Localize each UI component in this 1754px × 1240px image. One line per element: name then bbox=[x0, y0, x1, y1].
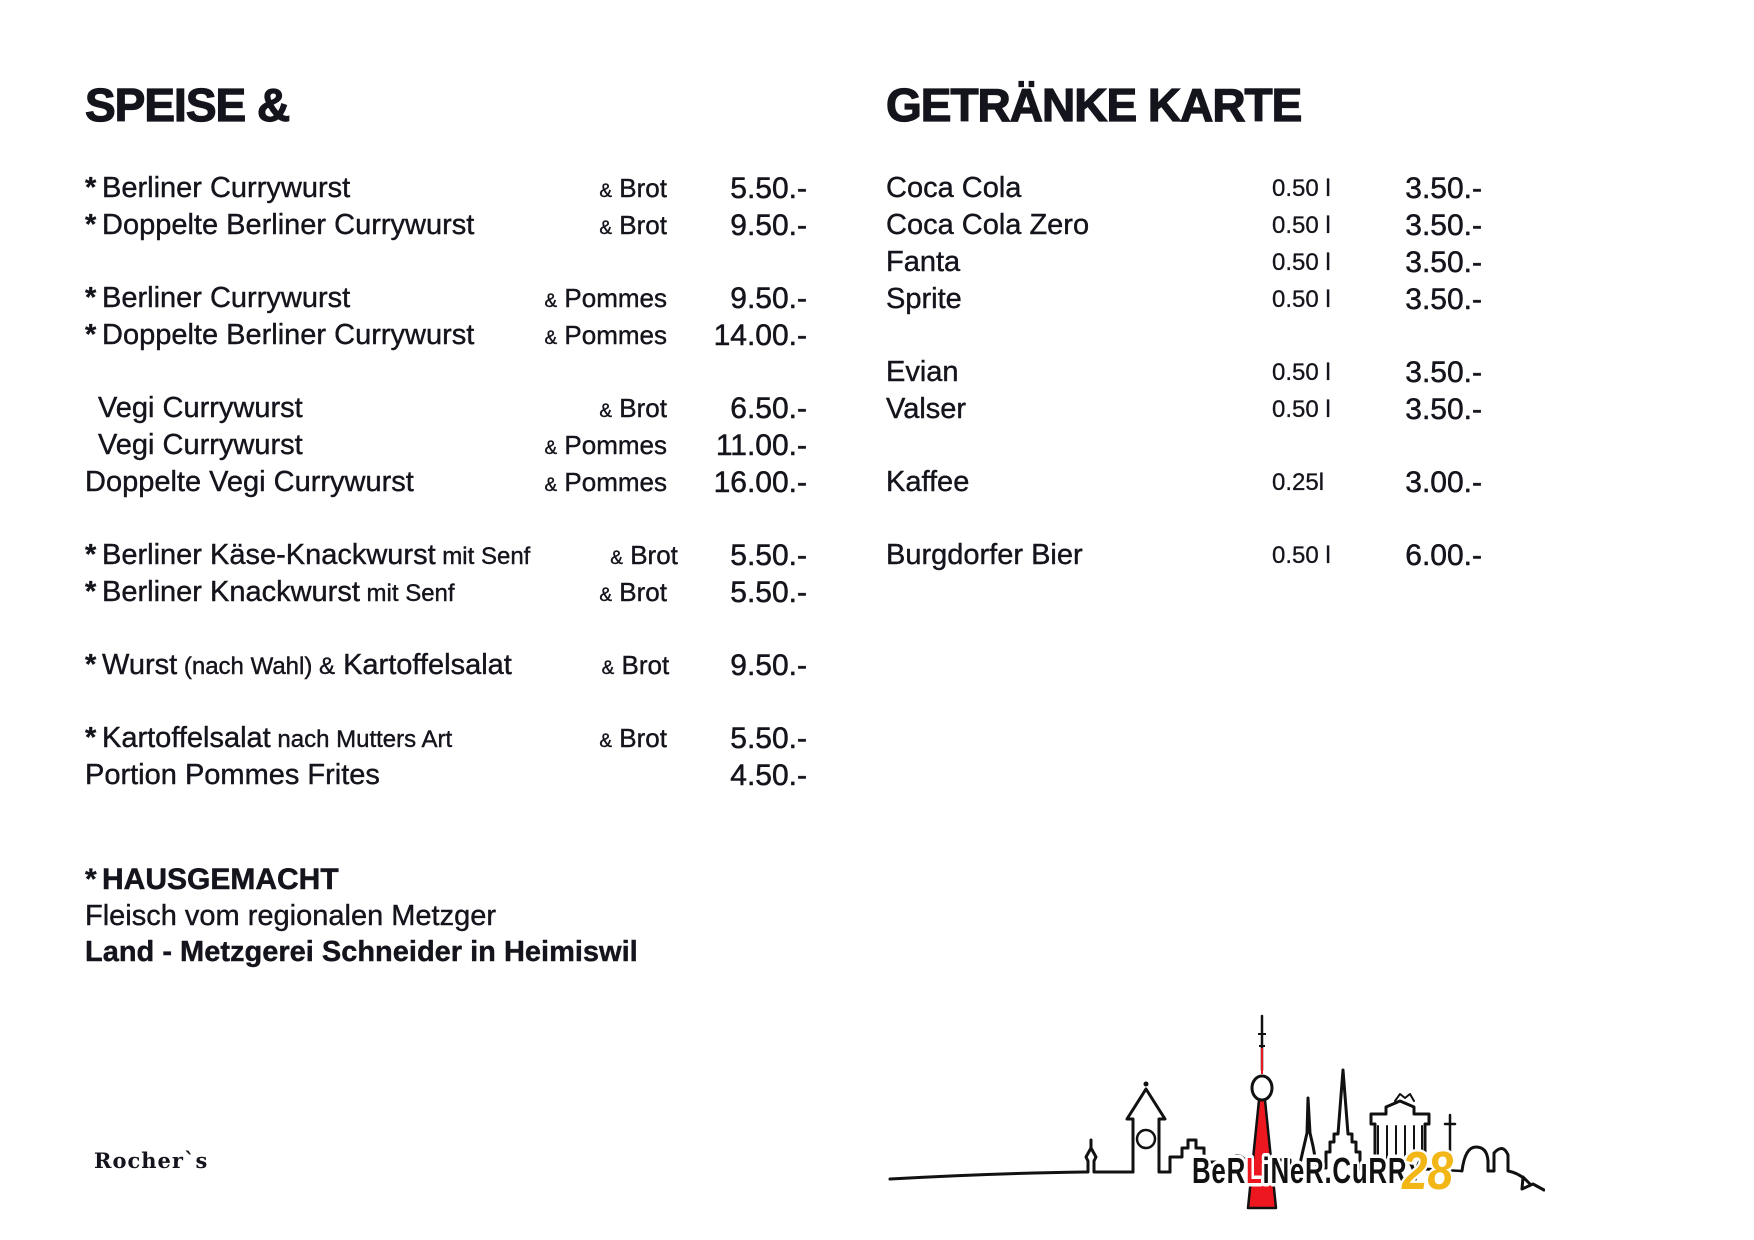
item-price: 5.50.- bbox=[730, 538, 807, 572]
menu-item-row bbox=[85, 720, 807, 757]
logo-text-part1: BeR bbox=[1192, 1150, 1247, 1192]
menu-group bbox=[85, 537, 807, 611]
footnote-title bbox=[85, 862, 638, 898]
ampersand: & bbox=[599, 401, 613, 422]
drink-price: 3.50.- bbox=[1405, 392, 1482, 426]
item-title: Doppelte Vegi Currywurst bbox=[85, 466, 414, 498]
menu-item-row bbox=[85, 390, 807, 427]
drink-volume: 0.50 l bbox=[1272, 285, 1331, 313]
star-mark: * bbox=[85, 282, 97, 314]
drink-volume: 0.25l bbox=[1272, 468, 1325, 496]
ampersand: & bbox=[599, 181, 613, 202]
item-qualifier: mit Senf bbox=[435, 543, 531, 570]
svg-text:BeRLiNeR.CuRRY bbox=[1192, 1151, 1424, 1191]
menu-group bbox=[85, 647, 807, 684]
item-price: 14.00.- bbox=[713, 318, 807, 352]
menu-group bbox=[886, 464, 1482, 501]
ampersand: & bbox=[544, 328, 558, 349]
menu-group bbox=[85, 390, 807, 501]
ampersand: & bbox=[610, 548, 623, 569]
star-mark: * bbox=[85, 319, 97, 351]
item-title: Berliner Käse-Knackwurst bbox=[102, 539, 436, 571]
item-name bbox=[85, 392, 507, 425]
item-name bbox=[85, 172, 507, 205]
menu-item-row bbox=[85, 537, 807, 574]
drink-volume: 0.50 l bbox=[1272, 358, 1331, 386]
logo-number bbox=[1401, 1141, 1453, 1201]
menu-group bbox=[886, 537, 1482, 574]
item-name bbox=[85, 429, 507, 462]
item-price: 6.50.- bbox=[730, 391, 807, 425]
star-mark: * bbox=[85, 863, 97, 896]
drink-volume: 0.50 l bbox=[1272, 248, 1331, 276]
item-title: Berliner Currywurst bbox=[102, 282, 351, 314]
ampersand: & bbox=[544, 438, 558, 459]
item-side bbox=[507, 577, 667, 608]
item-title-2: Kartoffelsalat bbox=[335, 649, 512, 681]
ampersand: & bbox=[599, 218, 613, 239]
drink-volume: 0.50 l bbox=[1272, 174, 1331, 202]
drink-volume: 0.50 l bbox=[1272, 541, 1331, 569]
item-name bbox=[85, 282, 507, 315]
side-name: Pommes bbox=[557, 430, 667, 460]
drink-name: Evian bbox=[886, 356, 959, 388]
item-price: 5.50.- bbox=[730, 721, 807, 755]
item-side bbox=[507, 320, 667, 351]
side-name: Pommes bbox=[557, 467, 667, 497]
item-price: 5.50.- bbox=[730, 171, 807, 205]
item-name bbox=[85, 209, 507, 242]
item-price: 5.50.- bbox=[730, 575, 807, 609]
star-mark: * bbox=[85, 649, 97, 681]
item-qualifier: mit Senf bbox=[359, 580, 455, 607]
logo-text-part2: iNeR.CuRRY bbox=[1262, 1150, 1425, 1192]
item-side bbox=[507, 283, 667, 314]
ampersand: & bbox=[599, 585, 613, 606]
star-mark: * bbox=[85, 172, 97, 204]
menu-item-row bbox=[85, 317, 807, 354]
menu-item-row bbox=[85, 464, 807, 501]
item-name bbox=[85, 649, 512, 682]
logo-wordmark bbox=[1192, 1151, 1424, 1191]
footnote-line3: Land - Metzgerei Schneider in Heimiswil bbox=[85, 936, 638, 968]
item-side bbox=[507, 393, 667, 424]
drink-item-list bbox=[886, 170, 1482, 610]
drink-price: 3.50.- bbox=[1405, 171, 1482, 205]
menu-item-row bbox=[85, 647, 807, 684]
item-title: Portion Pommes Frites bbox=[85, 759, 380, 791]
drink-price: 3.50.- bbox=[1405, 355, 1482, 389]
drink-item-row bbox=[886, 207, 1482, 244]
side-name: Brot bbox=[612, 173, 667, 203]
star-mark: * bbox=[85, 539, 97, 571]
drink-price: 3.00.- bbox=[1405, 465, 1482, 499]
item-title: Doppelte Berliner Currywurst bbox=[102, 209, 475, 241]
berlin-skyline-logo bbox=[830, 1012, 1545, 1212]
footnote-line2: Fleisch vom regionalen Metzger bbox=[85, 900, 497, 932]
menu-item-row bbox=[85, 170, 807, 207]
item-name bbox=[85, 722, 507, 755]
side-name: Brot bbox=[612, 393, 667, 423]
drink-item-row bbox=[886, 244, 1482, 281]
drink-volume: 0.50 l bbox=[1272, 395, 1331, 423]
side-name: Brot bbox=[612, 723, 667, 753]
drink-item-row bbox=[886, 170, 1482, 207]
drink-item-row bbox=[886, 537, 1482, 574]
item-side bbox=[507, 723, 667, 754]
menu-item-row bbox=[85, 574, 807, 611]
homemade-footnote bbox=[85, 862, 638, 970]
item-qualifier: nach Mutters Art bbox=[270, 726, 453, 753]
drink-item-row bbox=[886, 391, 1482, 428]
ampersand: & bbox=[544, 291, 558, 312]
item-name bbox=[85, 539, 530, 572]
star-mark: * bbox=[85, 576, 97, 608]
item-side bbox=[507, 467, 667, 498]
menu-group bbox=[85, 720, 807, 794]
item-price: 9.50.- bbox=[730, 648, 807, 682]
item-title: Vegi Currywurst bbox=[98, 392, 303, 424]
menu-group bbox=[85, 170, 807, 244]
food-section-title: SPEISE & bbox=[85, 79, 290, 131]
menu-group bbox=[886, 354, 1482, 428]
menu-item-row bbox=[85, 207, 807, 244]
item-name bbox=[85, 576, 507, 609]
item-price: 16.00.- bbox=[713, 465, 807, 499]
drink-price: 3.50.- bbox=[1405, 208, 1482, 242]
menu-group bbox=[85, 280, 807, 354]
footnote-title-text: HAUSGEMACHT bbox=[102, 863, 339, 896]
menu-group bbox=[886, 170, 1482, 318]
item-side bbox=[530, 540, 678, 571]
side-name: Brot bbox=[622, 540, 678, 570]
star-mark: * bbox=[85, 722, 97, 754]
drinks-section-title: GETRÄNKE KARTE bbox=[886, 79, 1302, 131]
item-price: 9.50.- bbox=[730, 208, 807, 242]
ampersand: & bbox=[599, 731, 613, 752]
item-side bbox=[512, 650, 669, 681]
side-name: Brot bbox=[614, 650, 670, 680]
menu-item-row bbox=[85, 757, 807, 794]
ampersand: & bbox=[601, 658, 615, 679]
drink-price: 6.00.- bbox=[1405, 538, 1482, 572]
drink-name: Coca Cola Zero bbox=[886, 209, 1090, 241]
item-price: 9.50.- bbox=[730, 281, 807, 315]
item-side bbox=[507, 210, 667, 241]
logo-text-red-l: L bbox=[1246, 1150, 1263, 1192]
item-side bbox=[507, 430, 667, 461]
clock-face-icon bbox=[1137, 1130, 1155, 1148]
item-name bbox=[85, 759, 507, 792]
item-title: Wurst bbox=[102, 649, 178, 681]
ampersand: & bbox=[544, 475, 558, 496]
item-price: 11.00.- bbox=[715, 428, 807, 462]
item-name bbox=[85, 319, 507, 352]
item-title: Kartoffelsalat bbox=[102, 722, 271, 754]
item-price: 4.50.- bbox=[730, 758, 807, 792]
drink-name: Burgdorfer Bier bbox=[886, 539, 1083, 571]
logo-number-text: 28 bbox=[1402, 1140, 1454, 1201]
item-side bbox=[507, 173, 667, 204]
drink-name: Sprite bbox=[886, 283, 962, 315]
food-item-list bbox=[85, 170, 807, 830]
item-title: Vegi Currywurst bbox=[98, 429, 303, 461]
drink-name: Kaffee bbox=[886, 466, 970, 498]
drink-name: Fanta bbox=[886, 246, 961, 278]
menu-item-row bbox=[85, 427, 807, 464]
side-name: Brot bbox=[612, 210, 667, 240]
item-qualifier: (nach Wahl) & bbox=[177, 653, 336, 680]
curved-buildings-icon bbox=[1462, 1147, 1544, 1190]
drink-item-row bbox=[886, 354, 1482, 391]
item-title: Doppelte Berliner Currywurst bbox=[102, 319, 475, 351]
drink-name: Coca Cola bbox=[886, 172, 1022, 204]
drink-name: Valser bbox=[886, 393, 967, 425]
drink-price: 3.50.- bbox=[1405, 282, 1482, 316]
drink-item-row bbox=[886, 464, 1482, 501]
drink-price: 3.50.- bbox=[1405, 245, 1482, 279]
side-name: Brot bbox=[612, 577, 667, 607]
drink-volume: 0.50 l bbox=[1272, 211, 1331, 239]
side-name: Pommes bbox=[557, 320, 667, 350]
signature-text: Rocher`s bbox=[94, 1148, 209, 1173]
item-title: Berliner Currywurst bbox=[102, 172, 351, 204]
item-title: Berliner Knackwurst bbox=[102, 576, 360, 608]
side-name: Pommes bbox=[557, 283, 667, 313]
menu-item-row bbox=[85, 280, 807, 317]
star-mark: * bbox=[85, 209, 97, 241]
item-name bbox=[85, 466, 507, 499]
drink-item-row bbox=[886, 281, 1482, 318]
